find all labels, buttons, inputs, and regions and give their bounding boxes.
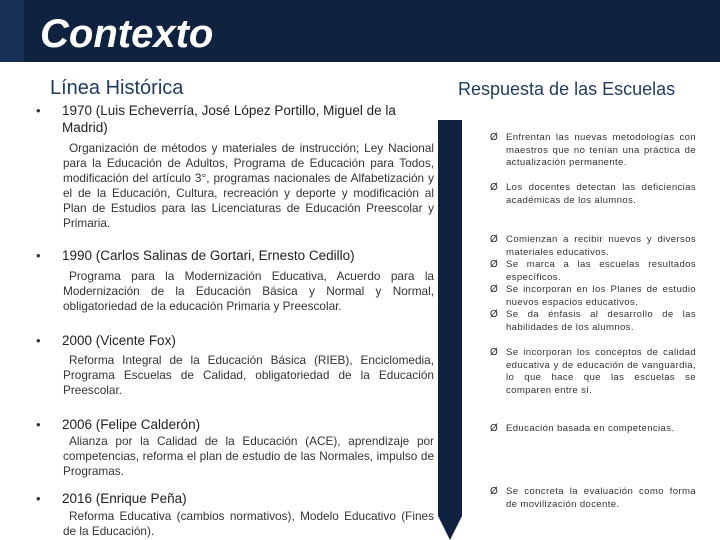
right-column-heading: Respuesta de las Escuelas: [458, 79, 676, 99]
timeline-entry-title: 2016 (Enrique Peña): [62, 491, 187, 506]
timeline-entry-description: Alianza por la Calidad de la Educación (ACE), aprendizaje por competencias, reforma el plan de estudio de las Normales, impulso de Programas.: [63, 434, 434, 478]
response-item: Ø Enfrentan las nuevas metodologías con maestros que no tenían una práctica de actualización permanente.: [490, 132, 696, 169]
arrow-bullet-icon: Ø: [490, 347, 499, 358]
bullet-icon: •: [36, 103, 41, 118]
timeline-entry-description: Reforma Integral de la Educación Básica (RIEB), Enciclomedia, Programa Escuelas de Calidad, obligatoriedad de la Educación Preescolar.: [63, 353, 434, 397]
arrow-bullet-icon: Ø: [490, 423, 499, 434]
left-column-heading: Línea Histórica: [50, 77, 184, 99]
response-item: Ø Se da énfasis al desarrollo de las habilidades de los alumnos.: [490, 309, 696, 333]
arrow-bullet-icon: Ø: [490, 309, 499, 320]
timeline-entry-title: 1990 (Carlos Salinas de Gortari, Ernesto Cedillo): [62, 248, 355, 263]
timeline-entry-description: Programa para la Modernización Educativa, Acuerdo para la Modernización de la Educación Básica y Normal y Normal, obligatoriedad de la educación Primaria y Preescolar.: [63, 269, 434, 313]
response-item: Ø Educación basada en competencias.: [490, 423, 675, 434]
response-item: Ø Se incorporan en los Planes de estudio nuevos espacios educativos.: [490, 284, 696, 308]
arrow-bullet-icon: Ø: [490, 259, 499, 270]
timeline-entry-title: 2006 (Felipe Calderón): [62, 417, 201, 432]
timeline-entry-title: 1970 (Luis Echeverría, José López Portillo, Miguel de la Madrid): [62, 103, 396, 135]
timeline-arrow-divider: [438, 120, 462, 540]
timeline-entry-description: Organización de métodos y materiales de instrucción; Ley Nacional para la Educación de Adultos, Programa de Educación para Todos, modificación del artículo 3°, programas nacionales de Alfabetización y el de la Educación, Cultura, recreación y deporte y modificación al Plan de Estudios para las Licenciaturas de Educación Preescolar y Primaria.: [63, 141, 434, 230]
bullet-icon: •: [36, 417, 41, 432]
arrow-bullet-icon: Ø: [490, 182, 499, 193]
response-item: Ø Se incorporan los conceptos de calidad educativa y de educación de vanguardia, lo que hace que las escuelas se comparen entre sí.: [490, 347, 696, 396]
response-item: Ø Se concreta la evaluación como forma de movilización docente.: [490, 486, 696, 510]
response-item: Ø Comienzan a recibir nuevos y diversos materiales educativos.: [490, 234, 696, 258]
response-item: Ø Se marca a las escuelas resultados específicos.: [490, 259, 696, 283]
bullet-icon: •: [36, 491, 41, 506]
response-item: Ø Los docentes detectan las deficiencias académicas de los alumnos.: [490, 182, 696, 206]
bullet-icon: •: [36, 248, 41, 263]
title-bar: [0, 0, 720, 62]
arrow-bullet-icon: Ø: [490, 284, 499, 295]
bullet-icon: •: [36, 333, 41, 348]
timeline-entry-description: Reforma Educativa (cambios normativos), Modelo Educativo (Fines de la Educación).: [63, 509, 434, 538]
arrow-bullet-icon: Ø: [490, 234, 499, 245]
slide-title: Contexto: [40, 12, 214, 56]
timeline-entry-title: 2000 (Vicente Fox): [62, 333, 176, 348]
arrow-bullet-icon: Ø: [490, 486, 499, 497]
arrow-bullet-icon: Ø: [490, 132, 499, 143]
title-bar-accent: [0, 0, 24, 62]
